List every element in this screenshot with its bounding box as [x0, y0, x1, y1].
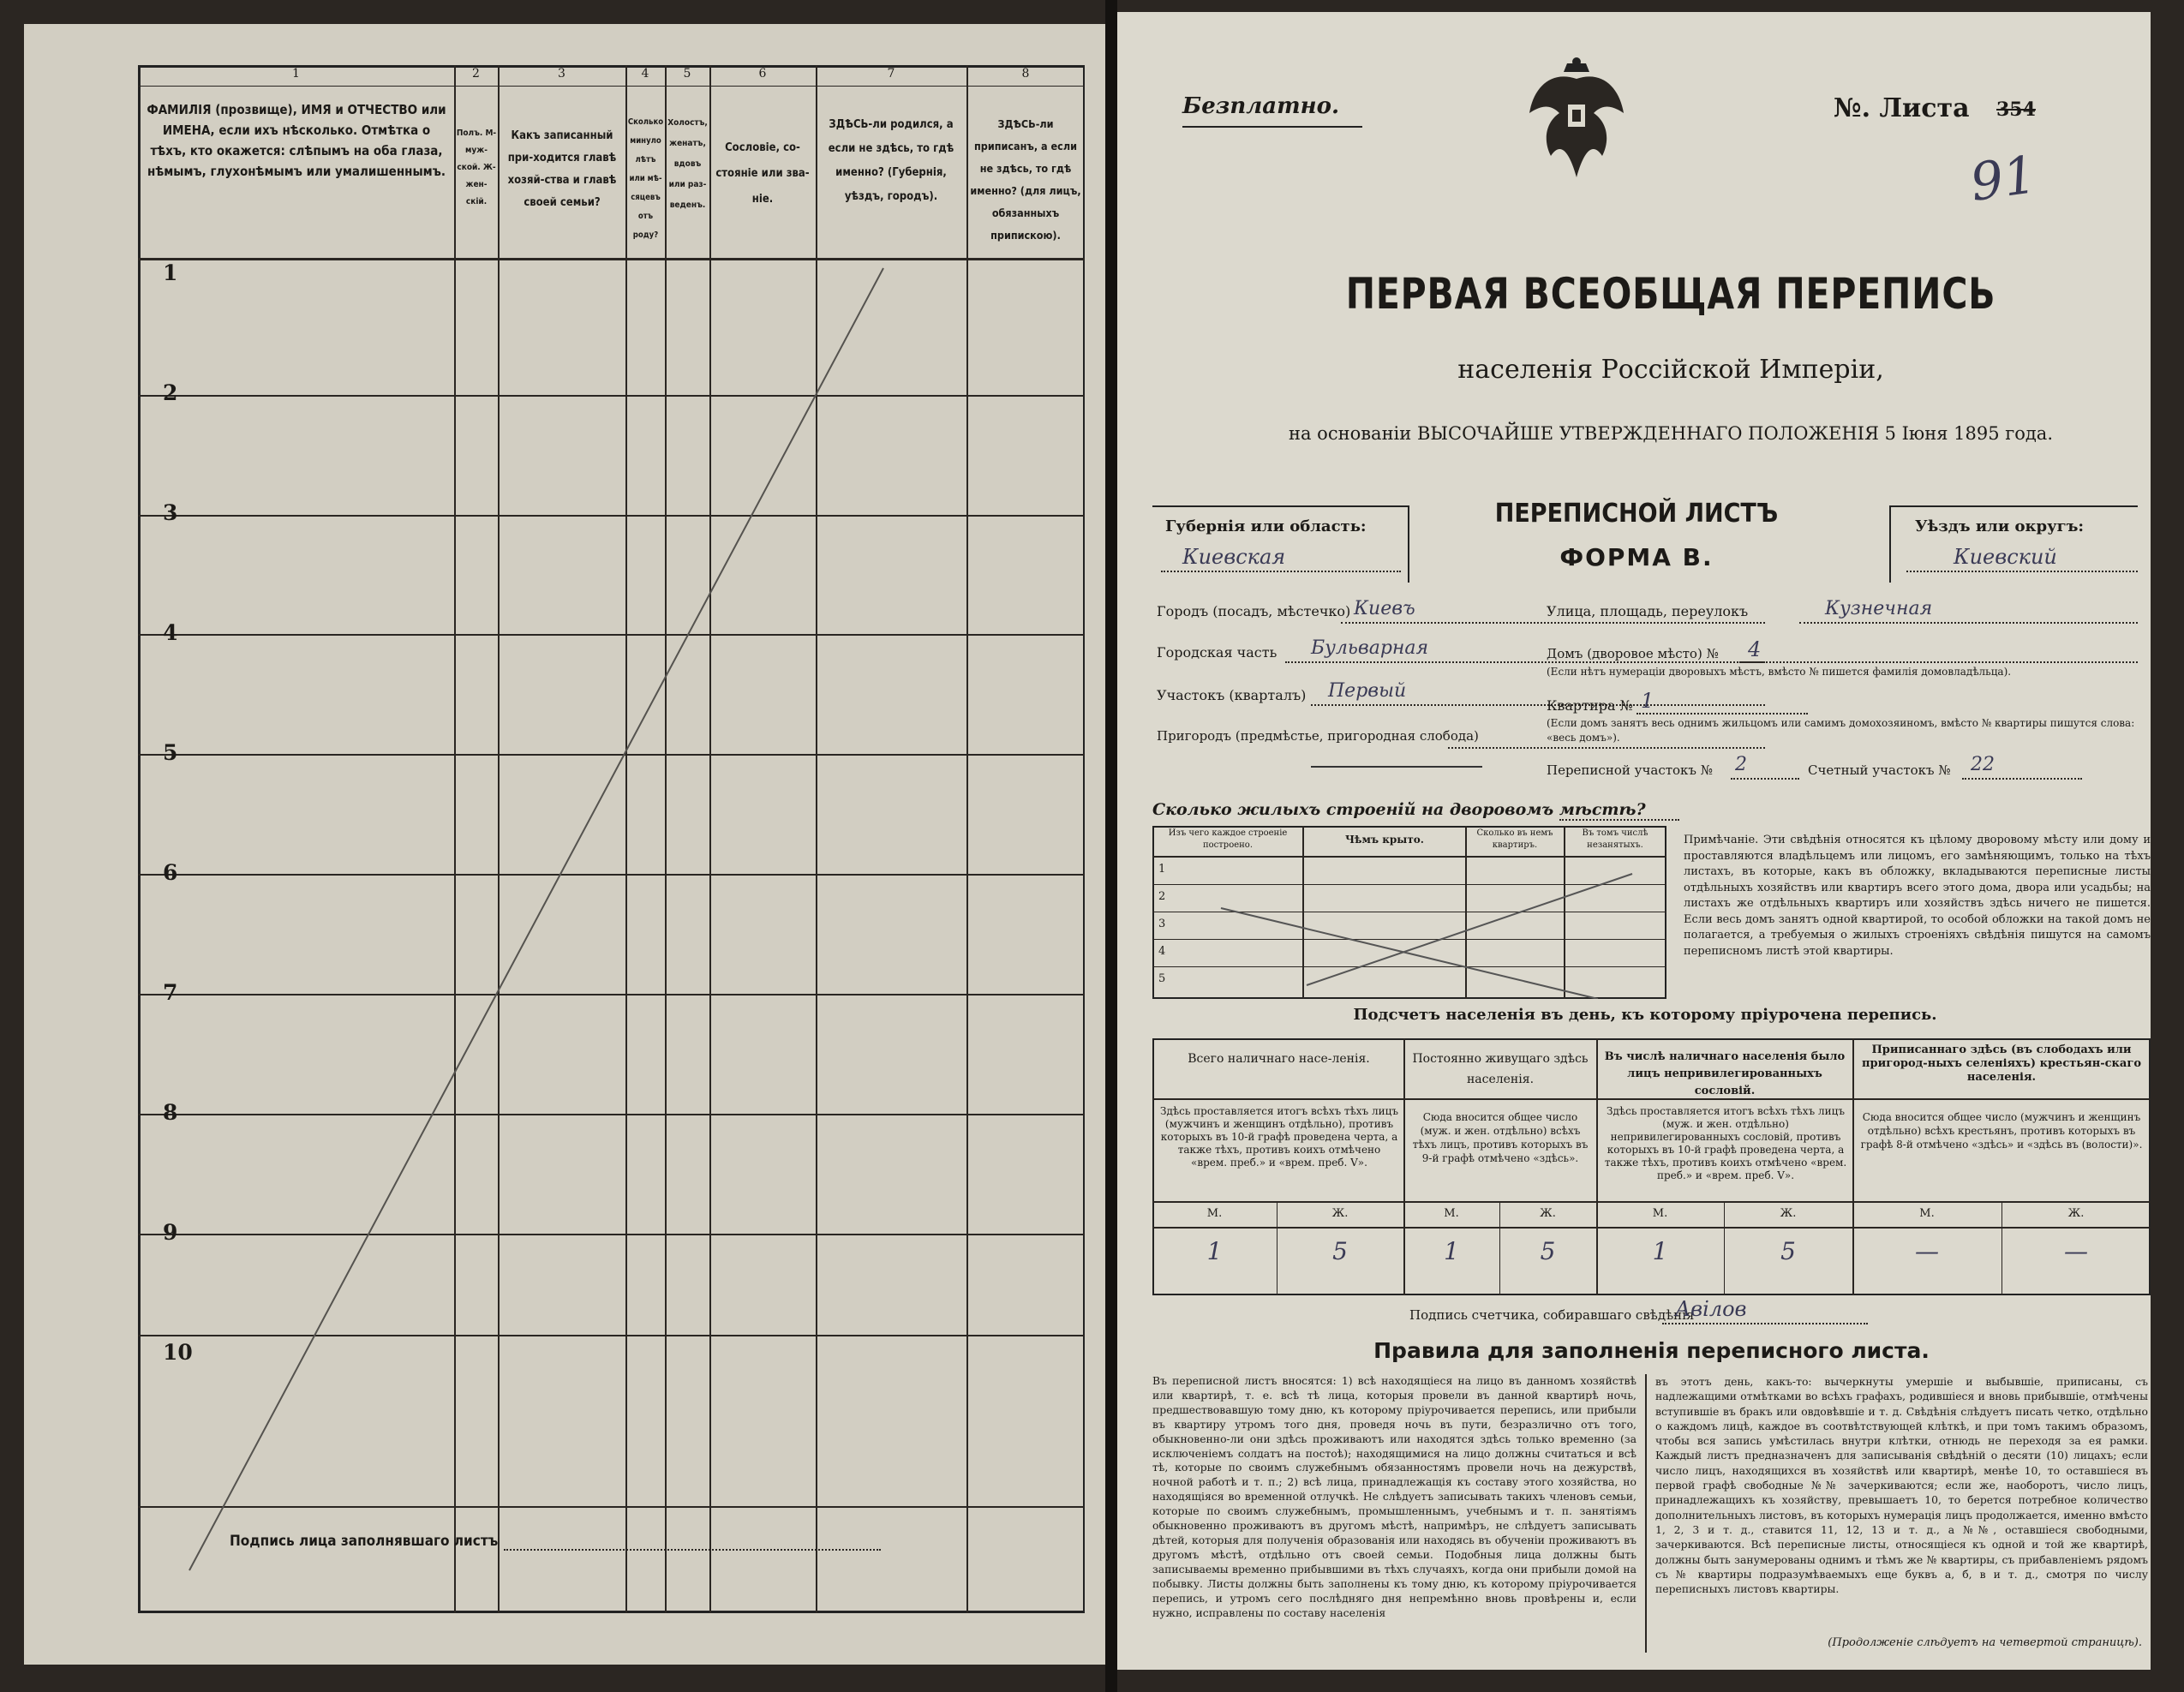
- mf-head-5: М.: [1652, 1207, 1668, 1220]
- count-nonpriv-f: 5: [1780, 1237, 1796, 1265]
- col-number-4: 4: [641, 67, 649, 81]
- census-area-value: 2: [1735, 754, 1747, 775]
- mf-head-6: Ж.: [1780, 1207, 1797, 1220]
- section-label: Участокъ (кварталъ): [1157, 687, 1307, 703]
- cancel-diagonal-line: [138, 260, 1085, 1613]
- bld-head-roof: Чѣмъ крыто.: [1345, 834, 1424, 846]
- bld-row-4: 4: [1158, 945, 1166, 958]
- house-label: Домъ (дворовое мѣсто) №: [1547, 646, 1719, 661]
- col3-header: Какъ записанный при-ходится главѣ хозяй-ства и главѣ своей семьи?: [507, 129, 617, 209]
- buildings-cancel-cross: [1152, 857, 1666, 999]
- row-number-4: 4: [163, 620, 178, 645]
- col5-header: Холостъ, женатъ, вдовъ или раз-веденъ.: [667, 118, 708, 210]
- col7-header: ЗДѢСЬ-ли родился, а если не здѣсь, то гдѣ именно? (Губернія, уѣздъ, городъ).: [828, 118, 954, 203]
- bld-row-1: 1: [1158, 863, 1166, 876]
- rules-right-column: въ этотъ день, какъ-то: вычеркнуты умершіе и выбывшіе, приписаны, съ надлежащими отмѣтками во всѣхъ графахъ, родившіеся и вновь прибывшіе, отмѣчены вступившіе въ бракъ или овдовѣвшіе и т. д. Свѣдѣнія слѣдуетъ писать четко, отдѣльно о каждомъ лицѣ, каждое въ соотвѣтствующей клѣткѣ, и при томъ такимъ образомъ, чтобы вся запись умѣстилась внутри клѣтки, отнюдь не переходя за ея рамки. Каждый листъ предназначенъ для записыванія свѣдѣній о десяти (10) лицахъ; если число лицъ, находящихся въ хозяйствѣ или квартирѣ, менѣе 10, то оставшіеся въ первой графѣ свободные №№ зачеркиваются; если же, наоборотъ, число лицъ, принадлежащихъ къ хозяйству, превышаетъ 10, то берется потребное количество дополнительныхъ листовъ, въ которыхъ нумерація лицъ продолжается, именно вмѣсто 1, 2, 3 и т. д., ставится 11, 12, 13 и т. д., а №№, оставшіеся свободными, зачеркиваются. Всѣ переписные листы, относящіеся къ одной и той же квартирѣ, должны быть занумерованы однимъ и тѣмъ же № квартиры, съ прибавленіемъ рядомъ съ № квартиры подразумѣваемыхъ еще буквъ а, б, в и т. д., смотря по числу переписныхъ листовъ квартиры.: [1655, 1375, 2148, 1596]
- census-title: ПЕРВАЯ ВСЕОБЩАЯ ПЕРЕПИСЬ: [1345, 269, 1996, 319]
- apt-note: (Если домъ занятъ весь однимъ жильцомъ или самимъ домохозяиномъ, вмѣсто № квартиры пишутся слова: «весь домъ»).: [1547, 717, 2135, 744]
- enumerator-value: Авілов: [1675, 1297, 1747, 1321]
- col2-header: Полъ. М-муж-ской. Ж-жен-скій.: [456, 129, 497, 206]
- col4-header: Сколько минуло лѣтъ или мѣ-сяцевъ отъ роду?: [627, 117, 664, 240]
- imperial-eagle-icon: [1525, 53, 1628, 182]
- col-number-5: 5: [683, 67, 691, 81]
- right-page: [1114, 12, 2151, 1670]
- sheet-number-hand: 91: [1966, 145, 2040, 213]
- signature-line: [504, 1549, 881, 1551]
- row-number-3: 3: [163, 500, 178, 525]
- street-value: Кузнечная: [1825, 598, 1933, 619]
- row-number-2: 2: [163, 380, 178, 405]
- mf-head-2: Ж.: [1331, 1207, 1349, 1220]
- rules-left-column: Въ переписной листъ вносятся: 1) всѣ находящіеся на лицо въ данномъ хозяйствѣ или квартирѣ, т. е. всѣ тѣ лица, которыя провели въ данной квартирѣ ночь, предшествовавшую тому дню, къ которому пріурочивается перепись, или прибыли въ квартиру утромъ того дня, проведя ночь въ пути, безразлично отъ того, обыкновенно-ли они здѣсь проживаютъ или находятся здѣсь только временно (за исключеніемъ солдатъ на постоѣ); находящимися на лицо должны считаться и всѣ тѣ, которые по своимъ служебнымъ обязанностямъ провели ночь на дежурствѣ, ночной работѣ и т. п.; 2) всѣ лица, принадлежащія къ составу этого хозяйства, но находящіяся во временной отлучкѣ. Не слѣдуетъ записывать такихъ членовъ семьи, которые по своимъ служебнымъ, промышленнымъ, учебнымъ и т. п. занятіямъ обыкновенно проживаютъ въ другомъ мѣстѣ, напримѣръ, не слѣдуетъ записывать дѣтей, которыя для полученія образованія или находясь въ обученіи проживаютъ въ другомъ мѣстѣ, отдѣльно отъ своей семьи. Подобныя лица должны быть записываемы временно прибывшими въ тѣхъ случаяхъ, когда они прибыли домой на побывку. Листы должны быть заполнены къ тому дню, къ которому пріурочивается перепись, и утромъ сего послѣдняго дня непремѣнно вновь провѣрены и, если нужно, исправлены по составу населенія: [1152, 1374, 1637, 1619]
- house-note: (Если нѣтъ нумераціи дворовыхъ мѣстъ, вмѣсто № пишется фамилія домовладѣльца).: [1547, 666, 2012, 678]
- count-desc-present: Здѣсь проставляется итогъ всѣхъ тѣхъ лицъ (мужчинъ и женщинъ отдѣльно), противъ которыхъ въ 10-й графѣ проведена черта, а также тѣхъ, противъ коихъ отмѣчено «врем. преб.» и «врем. преб. V».: [1160, 1105, 1398, 1169]
- apt-label: Квартира №: [1547, 697, 1633, 714]
- census-area-label: Переписной участокъ №: [1547, 762, 1713, 778]
- rules-continued: (Продолженіе слѣдуетъ на четвертой страницѣ).: [1828, 1636, 2142, 1649]
- col-number-6: 6: [758, 67, 767, 81]
- bld-head-vacant: Въ томъ числѣ незанятыхъ.: [1582, 828, 1648, 850]
- count-head-peasant: Приписаннаго здѣсь (въ слободахъ или пригород-ныхъ селеніяхъ) крестьян-скаго населенія.: [1861, 1043, 2141, 1084]
- count-title: Подсчетъ населенія въ день, къ которому пріурочена перепись.: [1353, 1006, 1937, 1024]
- count-nonpriv-m: 1: [1652, 1237, 1668, 1265]
- row-number-5: 5: [163, 740, 178, 765]
- count-permanent-m: 1: [1444, 1237, 1459, 1265]
- count-area-value: 22: [1971, 754, 1995, 775]
- row-number-7: 7: [163, 980, 178, 1005]
- district-value: Киевский: [1954, 545, 2057, 569]
- count-area-label: Счетный участокъ №: [1808, 762, 1951, 778]
- census-subtitle: населенія Россійской Имперіи,: [1457, 355, 1884, 385]
- count-desc-peasant: Сюда вносится общее число (мужчинъ и женщинъ отдѣльно) всѣхъ крестьянъ, противъ которыхъ въ графѣ 8-й отмѣчено «здѣсь» и «здѣсь въ (волости)».: [1860, 1111, 2143, 1151]
- house-value: 4: [1748, 637, 1762, 661]
- book-spine: [1105, 0, 1117, 1692]
- district-label: Уѣздъ или округъ:: [1915, 517, 2085, 535]
- mf-head-4: Ж.: [1540, 1207, 1556, 1220]
- bld-row-3: 3: [1158, 918, 1166, 930]
- suburb-label: Пригородъ (предмѣстье, пригородная слобода): [1157, 728, 1479, 744]
- street-label: Улица, площадь, переулокъ: [1547, 603, 1749, 619]
- province-value: Киевская: [1182, 545, 1286, 569]
- col-number-7: 7: [887, 67, 895, 81]
- apt-value: 1: [1641, 689, 1654, 713]
- bld-row-5: 5: [1158, 972, 1166, 985]
- enumerator-label: Подпись счетчика, собиравшаго свѣдѣнія: [1409, 1307, 1695, 1323]
- sheet-number-struck: 354: [1996, 99, 2036, 121]
- mf-head-8: Ж.: [2067, 1207, 2085, 1220]
- col-number-3: 3: [558, 67, 565, 81]
- count-desc-permanent: Сюда вносится общее число (муж. и жен. отдѣльно) всѣхъ тѣхъ лицъ, противъ которыхъ въ 9-й графѣ отмѣчено «здѣсь».: [1412, 1111, 1589, 1164]
- bld-row-2: 2: [1158, 890, 1166, 903]
- count-desc-nonprivileged: Здѣсь проставляется итогъ всѣхъ тѣхъ лицъ (муж. и жен. отдѣльно) непривилегированныхъ сословій, противъ которыхъ въ 10-й графѣ проведена черта, а также тѣхъ, противъ коихъ отмѣчено «врем. преб.» и «врем. преб. V».: [1604, 1105, 1847, 1181]
- left-page: [24, 24, 1107, 1665]
- row-number-9: 9: [163, 1220, 178, 1245]
- mf-head-1: М.: [1206, 1207, 1223, 1220]
- count-peasant-m: —: [1915, 1237, 1939, 1265]
- city-value: Киевъ: [1354, 598, 1415, 619]
- free-label: Безплатно.: [1182, 93, 1339, 119]
- signature-label: Подпись лица заполнявшаго листъ: [230, 1533, 499, 1550]
- bld-head-material: Изъ чего каждое строеніе построено.: [1168, 828, 1288, 850]
- form-title: ПЕРЕПИСНОЙ ЛИСТЪ: [1494, 499, 1779, 529]
- mf-head-7: М.: [1919, 1207, 1935, 1220]
- city-part-value: Бульварная: [1311, 637, 1429, 659]
- buildings-note: Примѣчаніе. Эти свѣдѣнія относятся къ цѣлому дворовому мѣсту или дому и проставляются владѣльцемъ или лицомъ, его замѣняющимъ, только на тѣхъ листахъ, въ которые, какъ въ обложку, вкладываются переписные листы отдѣльныхъ хозяйствъ или квартиръ всего этого дома, двора или усадьбы; на листахъ же отдѣльныхъ квартиръ или хозяйствъ здѣсь ничего не пишется. Если весь домъ занятъ одной квартирой, то особой обложки на такой домъ не полагается, а требуемыя о жилыхъ строеніяхъ свѣдѣнія пишутся на самомъ переписномъ листѣ этой квартиры.: [1684, 834, 2151, 958]
- form-sub: ФОРМА В.: [1559, 543, 1714, 571]
- rules-title: Правила для заполненія переписного листа.: [1373, 1338, 1930, 1363]
- count-present-f: 5: [1332, 1237, 1348, 1265]
- buildings-question: Сколько жилыхъ строеній на дворовомъ мѣстѣ?: [1152, 800, 1646, 819]
- mf-head-3: М.: [1444, 1207, 1459, 1220]
- count-present-m: 1: [1206, 1237, 1223, 1265]
- census-basis: на основаніи ВЫСОЧАЙШЕ УТВЕРЖДЕННАГО ПОЛОЖЕНІЯ 5 Іюня 1895 года.: [1288, 423, 2054, 444]
- count-head-nonprivileged: Въ числѣ наличнаго населенія было лицъ непривилегированныхъ сословій.: [1604, 1050, 1846, 1097]
- row-number-8: 8: [163, 1100, 178, 1125]
- count-permanent-f: 5: [1540, 1237, 1556, 1265]
- city-part-label: Городская часть: [1157, 644, 1277, 661]
- count-head-permanent: Постоянно живущаго здѣсь населенія.: [1412, 1052, 1589, 1086]
- row-number-1: 1: [163, 260, 178, 285]
- col8-header: ЗДѢСЬ-ли приписанъ, а если не здѣсь, то гдѣ именно? (для лицъ, обязанныхъ припискою).: [970, 117, 1081, 242]
- col-number-1: 1: [292, 67, 300, 81]
- province-label: Губернія или область:: [1165, 517, 1367, 535]
- col6-header: Сословіе, со-стояніе или зва-ніе.: [715, 141, 810, 206]
- count-peasant-f: —: [2064, 1237, 2088, 1265]
- row-number-10: 10: [163, 1340, 193, 1365]
- section-value: Первый: [1328, 680, 1407, 702]
- count-head-present: Всего наличнаго насе-ленія.: [1188, 1052, 1370, 1066]
- row-number-6: 6: [163, 860, 178, 885]
- col-number-8: 8: [1021, 67, 1030, 81]
- bld-head-apts: Сколько въ немъ квартиръ.: [1476, 828, 1553, 850]
- col1-header: ФАМИЛІЯ (прозвище), ИМЯ и ОТЧЕСТВО или ИМЕНА, если ихъ нѣсколько. Отмѣтка о тѣхъ, кто окажется: слѣпымъ на оба глаза, нѣмымъ, глухонѣмымъ или умалишеннымъ.: [147, 102, 446, 179]
- sheet-label: №. Листа: [1834, 93, 1970, 123]
- col-number-2: 2: [472, 67, 480, 81]
- city-label: Городъ (посадъ, мѣстечко): [1157, 603, 1351, 619]
